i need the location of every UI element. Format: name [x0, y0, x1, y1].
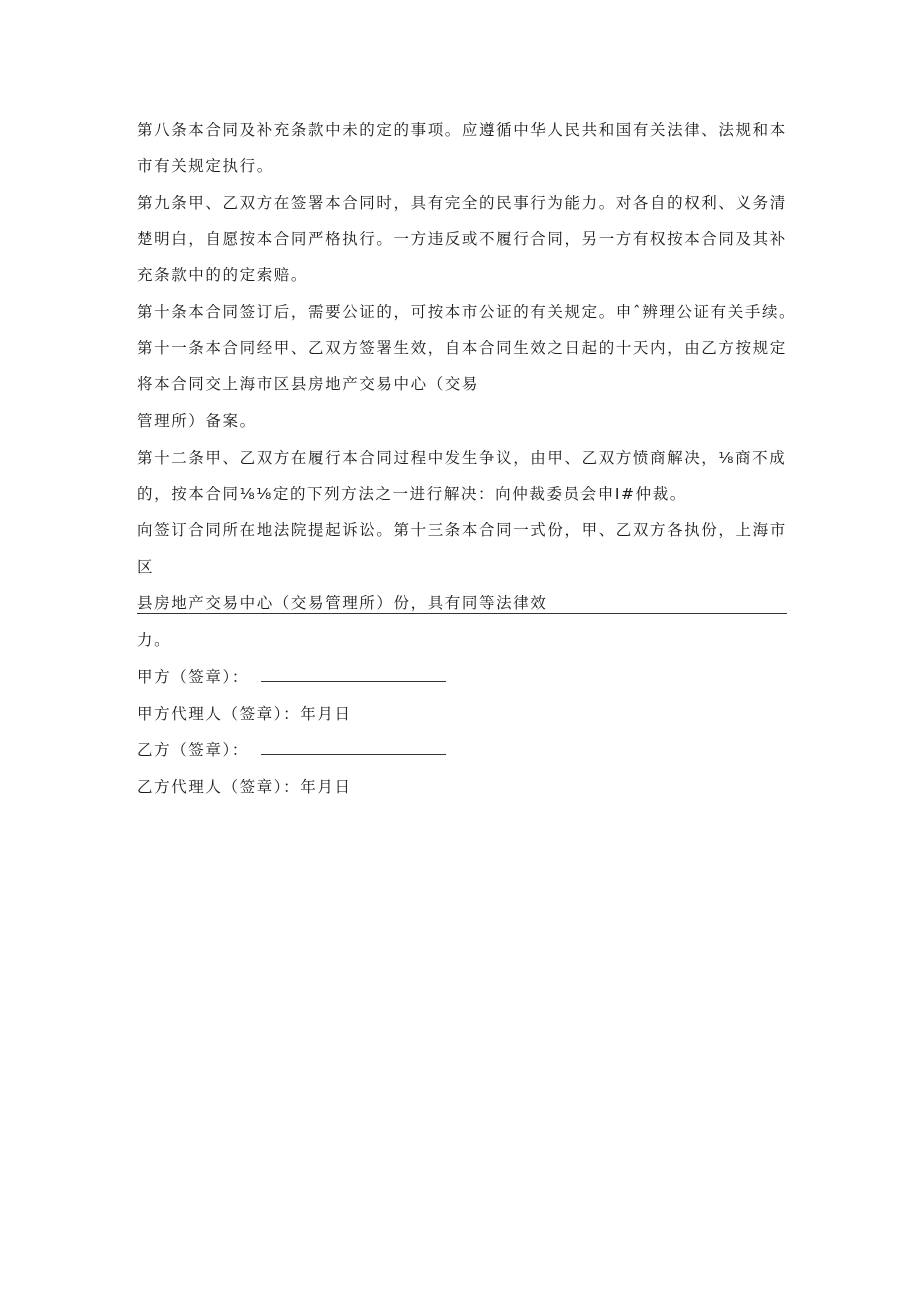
article-13-line-4: 力。 [137, 631, 172, 649]
article-8-line-2: 市有关规定执行。 [137, 157, 274, 175]
article-9-line-3: 充条款中的的定索赔。 [137, 266, 309, 284]
article-9-line-2: 楚明白，自愿按本合同严格执行。一方违反或不履行合同，另一方有权按本合同及其补 [137, 230, 787, 248]
party-a-signature-label: 甲方（签章）： [137, 668, 249, 686]
horizontal-rule [137, 613, 787, 614]
party-b-agent-signature: 乙方代理人（签章）：年月日 [137, 778, 352, 796]
party-a-signature-row [137, 667, 446, 687]
party-a-signature-blank [261, 667, 446, 682]
article-11-line-3: 管理所）备案。 [137, 412, 257, 430]
article-12-line-1: 第十二条甲、乙双方在履行本合同过程中发生争议，由甲、乙双方愤商解决，⅛商不成 [137, 449, 787, 467]
article-11-line-1: 第十一条本合同经甲、乙双方签署生效，自本合同生效之日起的十天内，由乙方按规定 [137, 339, 787, 357]
article-12-line-2: 的，按本合同⅛⅛定的下列方法之一进行解决：向仲裁委员会申Ι#仲裁。 [137, 485, 687, 503]
party-b-signature-blank [261, 740, 446, 755]
article-11-line-2: 将本合同交上海市区县房地产交易中心（交易 [137, 375, 480, 393]
article-10-line-1: 第十条本合同签订后，需要公证的，可按本市公证的有关规定。申ˆ辨理公证有关手续。 [137, 303, 797, 321]
party-b-signature-row [137, 740, 446, 760]
article-13-line-3: 县房地产交易中心（交易管理所）份，具有同等法律效 [137, 594, 548, 612]
party-b-signature-label: 乙方（签章）： [137, 741, 249, 759]
article-13-line-1: 向签订合同所在地法院提起诉讼。第十三条本合同一式份，甲、乙双方各执份，上海市 [137, 521, 787, 539]
article-8-line-1: 第八条本合同及补充条款中未的定的事项。应遵循中华人民共和国有关法律、法规和本 [137, 121, 787, 139]
article-9-line-1: 第九条甲、乙双方在签署本合同时，具有完全的民事行为能力。对各自的权利、义务清 [137, 194, 787, 212]
article-13-line-2: 区 [137, 558, 155, 576]
party-a-agent-signature: 甲方代理人（签章）：年月日 [137, 705, 352, 723]
